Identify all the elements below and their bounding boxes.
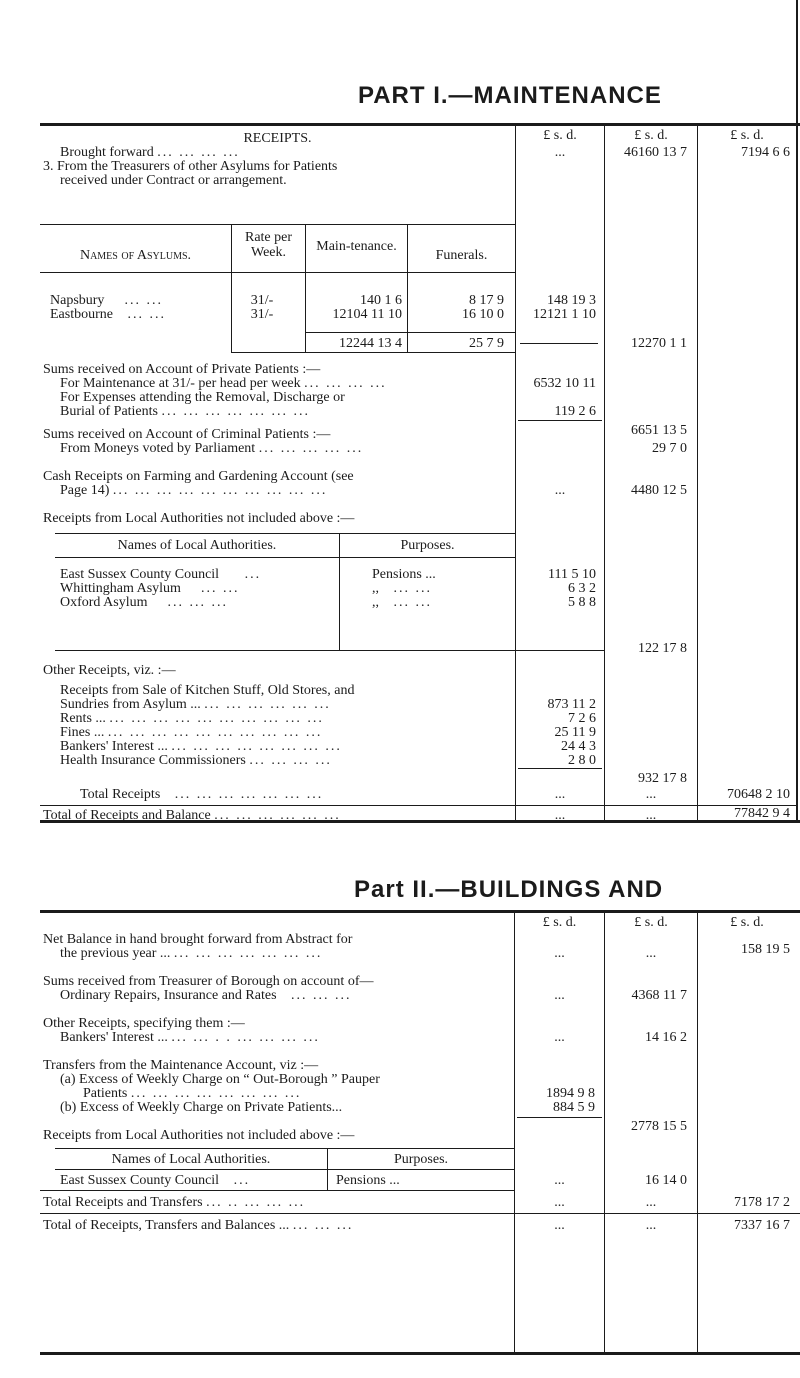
other-line1: Other Receipts, viz. :— — [43, 663, 176, 678]
transfers-a2: Patients ... ... ... ... ... ... ... ... — [83, 1086, 302, 1101]
local2-row-purpose: Pensions ... — [336, 1173, 400, 1188]
asylum-maint-napsbury: 140 1 6 — [360, 293, 402, 308]
local2-table-top — [55, 1148, 514, 1149]
transfers-total: 2778 15 5 — [631, 1119, 687, 1134]
part2-currency-1: £ s. d. — [542, 915, 577, 930]
item3-line2: received under Contract or arrangement. — [60, 173, 287, 188]
asylum-col2-total: 12270 1 1 — [631, 336, 687, 351]
asylum-rate-eastbourne: 31/- — [250, 307, 274, 322]
transfers-subtotal-rule — [517, 1117, 602, 1118]
brought-forward-col3: 7194 6 6 — [741, 145, 790, 160]
other-subtotal-rule — [518, 768, 602, 769]
local2-table-bottom — [40, 1190, 514, 1191]
part2-col-3 — [697, 913, 698, 1352]
private-line4: Burial of Patients ... ... ... ... ... ... ... — [60, 404, 310, 419]
ellipsis: ... — [554, 787, 566, 802]
ellipsis: ... — [554, 483, 566, 498]
net-balance-amount: 158 19 5 — [741, 942, 790, 957]
total-balance-amount: 77842 9 4 — [734, 806, 790, 821]
currency-header-2: £ s. d. — [634, 128, 668, 143]
private-line2: For Maintenance at 31/- per head per week ... ... ... ... — [60, 376, 387, 391]
total2-all-amount: 7337 16 7 — [734, 1218, 790, 1233]
asylum-row-napsbury: Napsbury ... ... — [50, 293, 163, 308]
item3-line1: 3. From the Treasurers of other Asylums for Patients — [43, 159, 338, 174]
other2-amount: 14 16 2 — [645, 1030, 687, 1045]
farming-amount: 4480 12 5 — [631, 483, 687, 498]
other2-line2: Bankers' Interest ... ... ... . . ... ... ... ... — [60, 1030, 320, 1045]
criminal-amount: 29 7 0 — [652, 441, 687, 456]
asylum-header-rate: Rate per Week. — [244, 230, 293, 260]
local-header-purposes: Purposes. — [400, 538, 455, 553]
other-line2: Receipts from Sale of Kitchen Stuff, Old Stores, and — [60, 683, 355, 698]
part2-top-rule — [40, 910, 800, 913]
private-maint-amount: 6532 10 11 — [533, 376, 596, 391]
part2-bottom-rule — [40, 1352, 800, 1355]
asylum-rate-napsbury: 31/- — [250, 293, 274, 308]
ellipsis: ... — [554, 1218, 565, 1233]
local-row-3-name: Oxford Asylum ... ... ... — [60, 595, 228, 610]
total-receipts-amount: 70648 2 10 — [727, 787, 790, 802]
part2-col-1 — [514, 913, 515, 1352]
asylum-maint-total: 12244 13 4 — [339, 336, 402, 351]
private-subtotal-rule — [518, 420, 602, 421]
transfers-a-amount: 1894 9 8 — [546, 1086, 595, 1101]
transfers-b: (b) Excess of Weekly Charge on Private Patients... — [60, 1100, 343, 1115]
criminal-line1: Sums received on Account of Criminal Patients :— — [43, 427, 331, 442]
other-row-3-label: Fines ... ... ... ... ... ... ... ... ... ... ... — [60, 725, 323, 740]
local-table-bottom — [55, 650, 604, 651]
other-row-3-amount: 25 11 9 — [554, 725, 596, 740]
other-row-5-label: Health Insurance Commissioners ... ... ... ... — [60, 753, 332, 768]
borough-amount: 4368 11 7 — [631, 988, 687, 1003]
ellipsis: ... — [554, 808, 566, 823]
col-divider-2 — [604, 126, 605, 820]
brought-forward-label: Brought forward ... ... ... ... — [60, 145, 240, 160]
asylum-header-funerals: Funerals. — [435, 248, 488, 263]
total-receipts-rule — [40, 805, 796, 806]
ellipsis: ... — [554, 946, 565, 961]
total2-receipts-label: Total Receipts and Transfers ... .. ... ... ... — [43, 1195, 306, 1210]
local2-header-names: Names of Local Authorities. — [111, 1152, 271, 1167]
asylum-table-top — [40, 224, 515, 225]
part2-heading: Part II.—BUILDINGS AND — [354, 876, 664, 903]
right-edge — [796, 0, 798, 820]
local-row-3-purpose: ,, ... ... — [372, 595, 432, 610]
asylum-total-rule-1 — [305, 332, 515, 333]
asylum-table-bottom — [231, 352, 515, 353]
part2-currency-3: £ s. d. — [730, 915, 764, 930]
ellipsis: ... — [554, 1173, 565, 1188]
ellipsis: ... — [554, 988, 565, 1003]
farming-line1: Cash Receipts on Farming and Gardening Account (see — [43, 469, 354, 484]
total2-rule — [40, 1213, 800, 1214]
col-divider-3 — [697, 126, 698, 820]
local2-header-purposes: Purposes. — [393, 1152, 449, 1167]
private-burial-amount: 119 2 6 — [554, 404, 596, 419]
other-row-1-amount: 873 11 2 — [547, 697, 596, 712]
local-row-1-name: East Sussex County Council ... — [60, 567, 262, 582]
local-table-head-bottom — [55, 557, 515, 558]
local-table-top — [55, 533, 515, 534]
criminal-line2: From Moneys voted by Parliament ... ... ... ... ... — [60, 441, 364, 456]
local-label: Receipts from Local Authorities not included above :— — [43, 511, 355, 526]
net-balance-line2: the previous year ... ... ... ... ... ... ... ... — [60, 946, 323, 961]
other-row-1-label: Sundries from Asylum ... ... ... ... ... ... ... — [60, 697, 331, 712]
asylum-total-napsbury: 148 19 3 — [547, 293, 596, 308]
ellipsis: ... — [554, 1030, 565, 1045]
asylum-total-eastbourne: 12121 1 10 — [533, 307, 596, 322]
asylum-maint-eastbourne: 12104 11 10 — [332, 307, 402, 322]
transfers-b-amount: 884 5 9 — [553, 1100, 595, 1115]
ellipsis: ... — [554, 145, 566, 160]
borough-line2: Ordinary Repairs, Insurance and Rates ... ... ... — [60, 988, 352, 1003]
total-receipts-label: Total Receipts ... ... ... ... ... ... ... — [80, 787, 324, 802]
asylum-header-names: Names of Asylums. — [79, 248, 192, 263]
part1-heading: PART I.—MAINTENANCE — [358, 82, 662, 109]
top-rule — [40, 123, 800, 126]
local-row-2-amount: 6 3 2 — [568, 581, 596, 596]
other-row-4-label: Bankers' Interest ... ... ... ... ... ... ... ... ... — [60, 739, 342, 754]
ellipsis: ... — [645, 946, 657, 961]
local-row-1-amount: 111 5 10 — [548, 567, 596, 582]
other-total: 932 17 8 — [638, 771, 687, 786]
asylum-subtotal-dash — [520, 343, 598, 344]
asylum-row-eastbourne: Eastbourne ... ... — [50, 307, 166, 322]
other-row-4-amount: 24 4 3 — [561, 739, 596, 754]
farming-line2: Page 14) ... ... ... ... ... ... ... ... ... ... — [60, 483, 328, 498]
part2-currency-2: £ s. d. — [634, 915, 668, 930]
total2-receipts-amount: 7178 17 2 — [734, 1195, 790, 1210]
asylum-fun-napsbury: 8 17 9 — [469, 293, 504, 308]
local-row-2-name: Whittingham Asylum ... ... — [60, 581, 240, 596]
transfers-line1: Transfers from the Maintenance Account, viz :— — [43, 1058, 319, 1073]
local-total: 122 17 8 — [638, 641, 687, 656]
other-row-2-amount: 7 2 6 — [568, 711, 596, 726]
total2-all-label: Total of Receipts, Transfers and Balances ... ... ... ... — [43, 1218, 354, 1233]
local-header-names: Names of Local Authorities. — [117, 538, 277, 553]
ellipsis: ... — [645, 808, 657, 823]
local-row-2-purpose: ,, ... ... — [372, 581, 432, 596]
asylum-fun-eastbourne: 16 10 0 — [462, 307, 504, 322]
local2-label: Receipts from Local Authorities not included above :— — [43, 1128, 355, 1143]
ellipsis: ... — [645, 1218, 657, 1233]
local2-table-mid — [55, 1169, 514, 1170]
ellipsis: ... — [554, 1195, 565, 1210]
total-balance-label: Total of Receipts and Balance ... ... ... ... ... ... — [43, 808, 341, 823]
local2-row-name: East Sussex County Council ... — [60, 1173, 251, 1188]
local-row-3-amount: 5 8 8 — [568, 595, 596, 610]
private-line1: Sums received on Account of Private Patients :— — [43, 362, 321, 377]
local2-row-amount: 16 14 0 — [645, 1173, 687, 1188]
net-balance-line1: Net Balance in hand brought forward from Abstract for — [43, 932, 353, 947]
asylum-table-head-bottom — [40, 272, 515, 273]
asylum-fun-total: 25 7 9 — [469, 336, 504, 351]
other2-line1: Other Receipts, specifying them :— — [43, 1016, 245, 1031]
local-row-1-purpose: Pensions ... — [372, 567, 436, 582]
ellipsis: ... — [645, 787, 657, 802]
currency-header-1: £ s. d. — [543, 128, 577, 143]
ellipsis: ... — [645, 1195, 657, 1210]
transfers-a1: (a) Excess of Weekly Charge on “ Out-Borough ” Pauper — [60, 1072, 380, 1087]
brought-forward-col2: 46160 13 7 — [624, 145, 687, 160]
private-subtotal: 6651 13 5 — [631, 423, 687, 438]
other-row-5-amount: 2 8 0 — [568, 753, 596, 768]
borough-line1: Sums received from Treasurer of Borough on account of— — [43, 974, 374, 989]
receipts-heading: RECEIPTS. — [243, 131, 312, 146]
other-row-2-label: Rents ... ... ... ... ... ... ... ... ... ... ... — [60, 711, 324, 726]
private-line3: For Expenses attending the Removal, Discharge or — [60, 390, 345, 405]
asylum-header-maintenance: Main-tenance. — [316, 239, 397, 254]
currency-header-3: £ s. d. — [730, 128, 764, 143]
